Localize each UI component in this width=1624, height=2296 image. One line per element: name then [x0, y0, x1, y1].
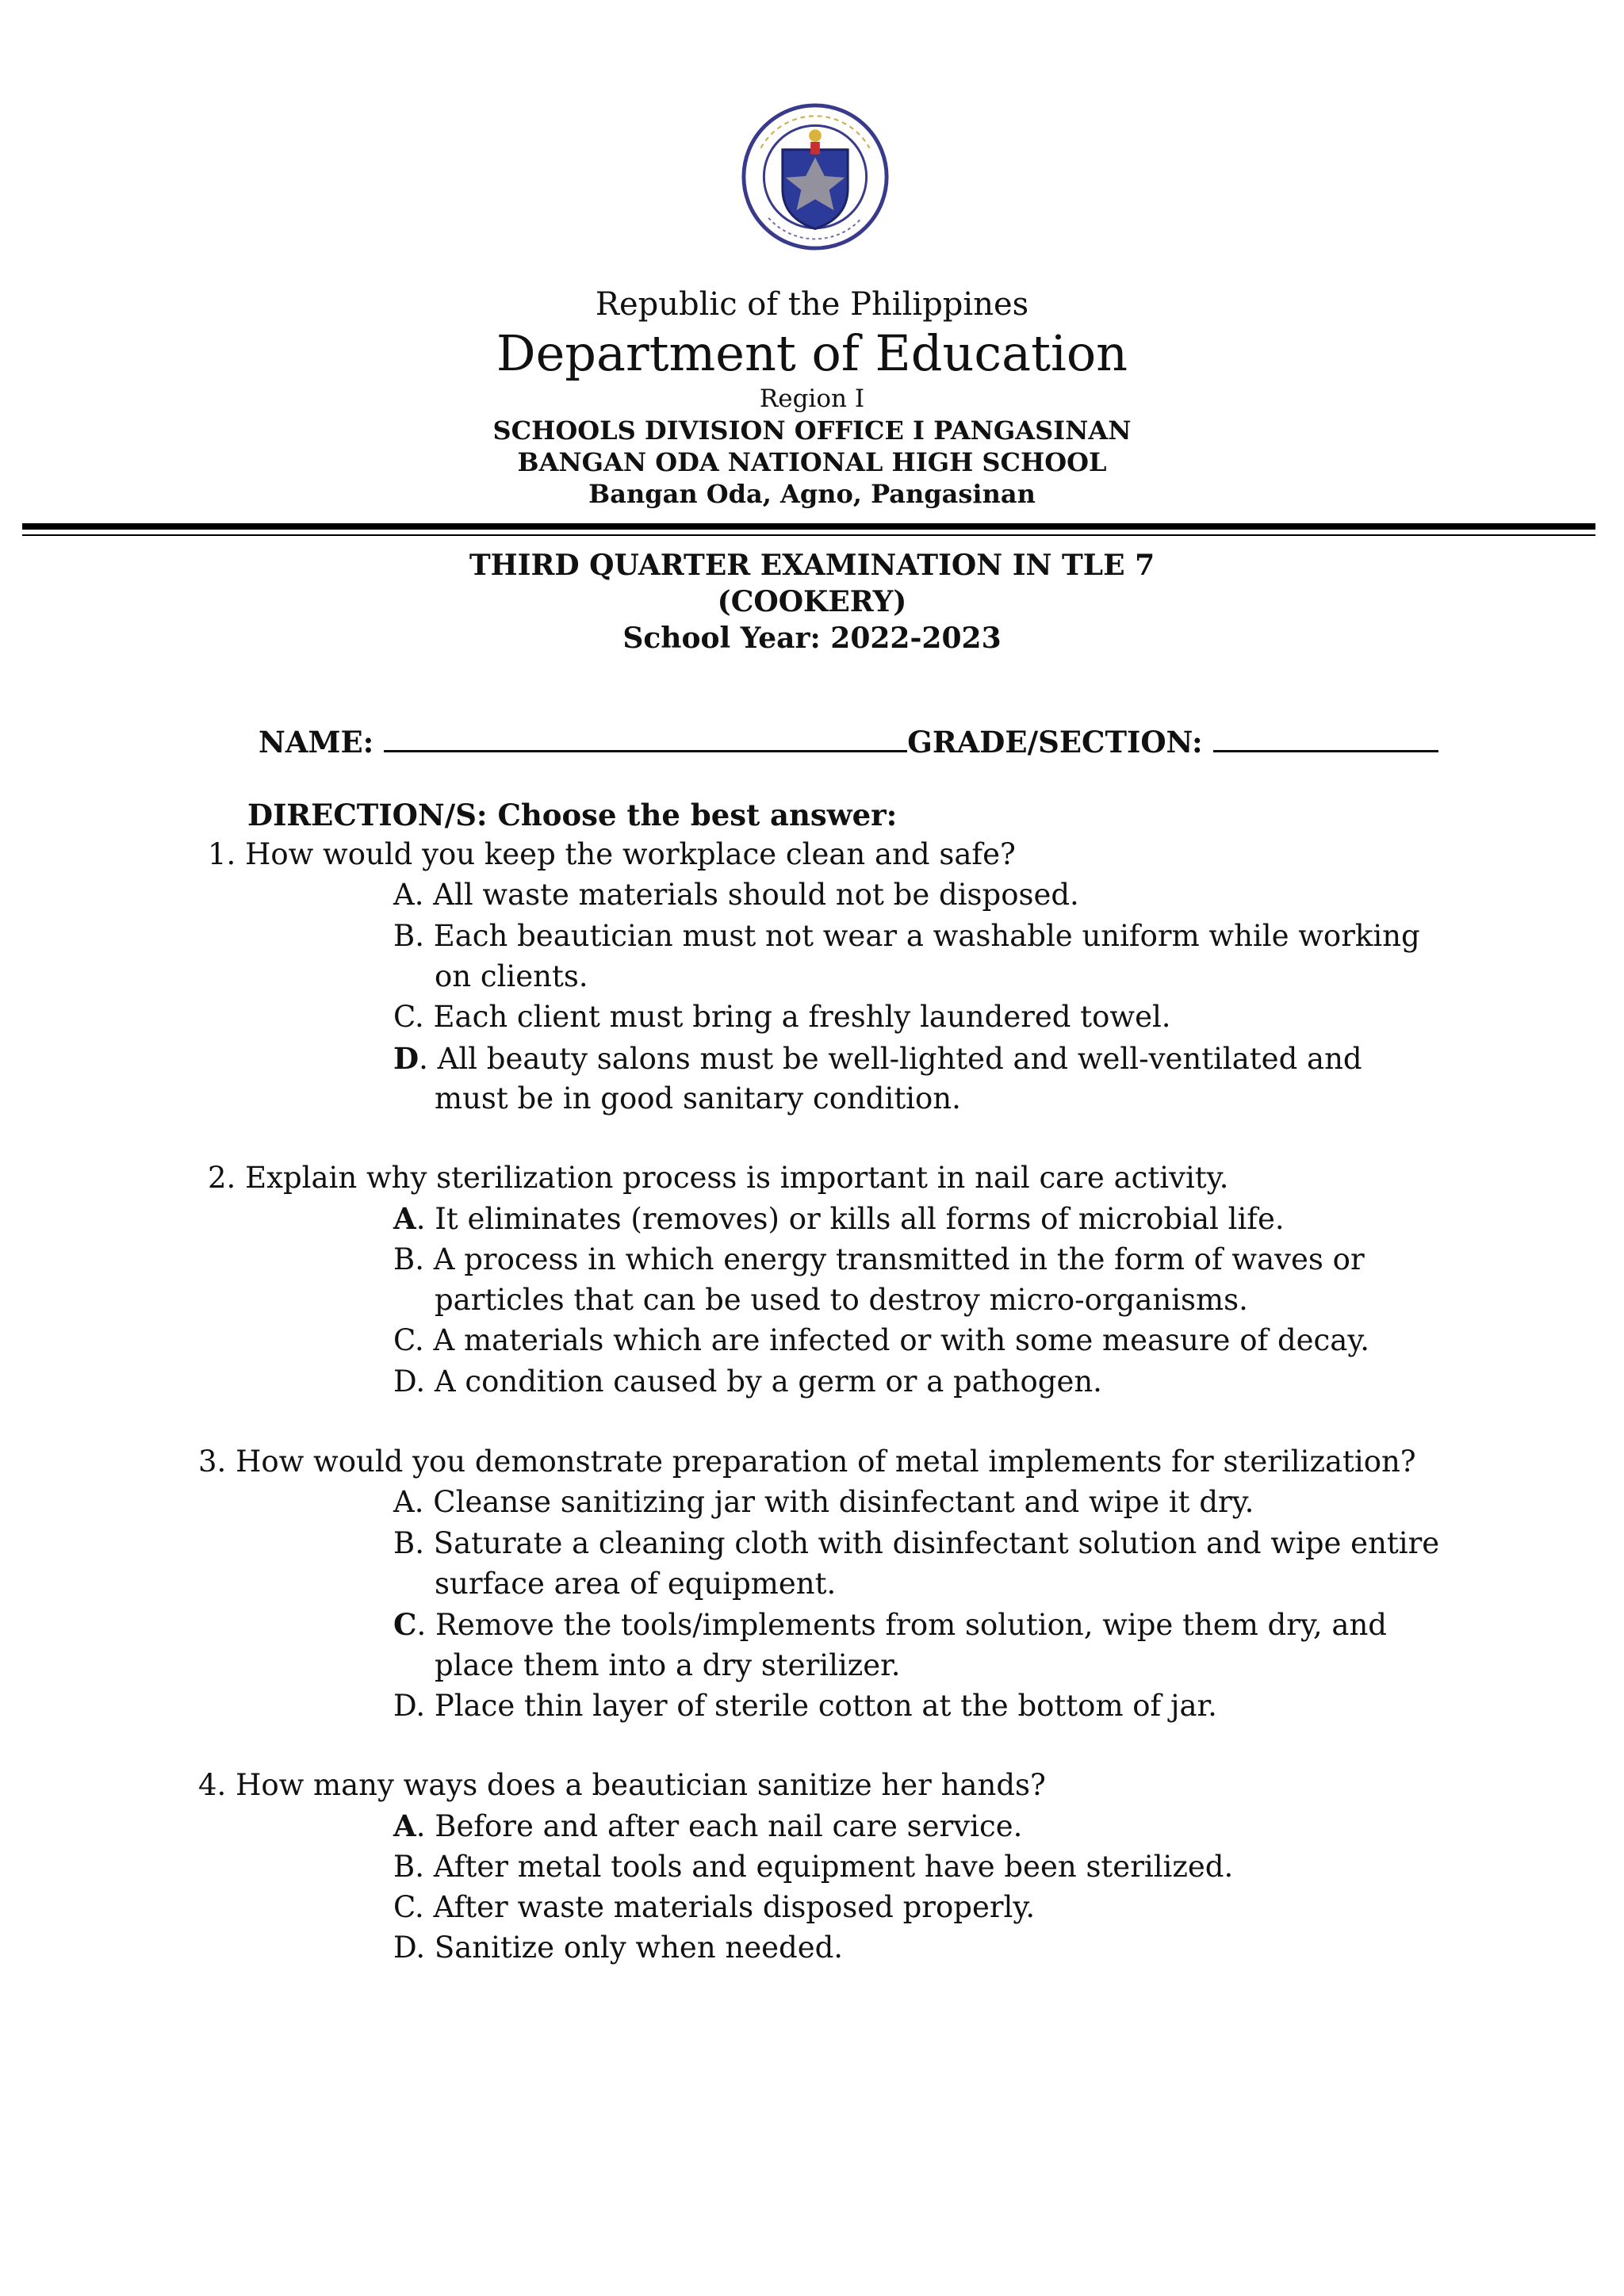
question-2-option-b[interactable]: [393, 1239, 1365, 1280]
option-letter: A: [393, 878, 415, 913]
question-3-option-c[interactable]: [393, 1604, 1387, 1646]
option-letter: D: [393, 1688, 416, 1723]
school-year: School Year: 2022-2023: [622, 622, 1002, 655]
direction-text: DIRECTION/S: Choose the best answer:: [247, 798, 898, 832]
question-4-option-b[interactable]: [393, 1846, 1233, 1888]
option-text: A materials which are infected or with some measure of decay.: [433, 1323, 1370, 1358]
question-4-option-d[interactable]: [393, 1927, 843, 1969]
question-2-text: 2. Explain why sterilization process is important in nail care activity.: [208, 1161, 1229, 1195]
option-text: Each beautician must not wear a washable uniform while working: [433, 918, 1420, 953]
question-1-option-a[interactable]: [393, 874, 1079, 916]
address-line: Bangan Oda, Agno, Pangasinan: [588, 479, 1036, 509]
option-text: After metal tools and equipment have been sterilized.: [433, 1849, 1234, 1884]
option-text-continuation: must be in good sanitary condition.: [435, 1081, 961, 1115]
option-separator: .: [416, 1202, 435, 1237]
option-text: Before and after each nail care service.: [435, 1809, 1023, 1844]
option-letter: A: [393, 1201, 416, 1237]
option-letter: D: [393, 1040, 419, 1076]
option-letter: B: [393, 918, 416, 953]
question-2-option-c[interactable]: [393, 1320, 1369, 1361]
exam-title: THIRD QUARTER EXAMINATION IN TLE 7: [469, 549, 1155, 582]
option-text-continuation: place them into a dry sterilizer.: [435, 1647, 901, 1682]
option-letter: D: [393, 1931, 416, 1965]
option-text: It eliminates (removes) or kills all forms of microbial life.: [435, 1202, 1285, 1237]
question-3-option-a[interactable]: [393, 1482, 1254, 1523]
option-letter: C: [393, 1000, 415, 1035]
question-4-option-c[interactable]: [393, 1887, 1035, 1928]
header-rule-thick: [22, 523, 1595, 530]
option-separator: .: [416, 1688, 435, 1723]
option-separator: .: [416, 1364, 435, 1399]
option-letter: B: [393, 1525, 416, 1560]
question-1-option-d[interactable]: [393, 1038, 1362, 1080]
question-1-option-c[interactable]: [393, 997, 1171, 1038]
name-label: NAME:: [259, 725, 374, 760]
name-grade-row: [259, 721, 1438, 763]
option-letter: B: [393, 1849, 416, 1884]
option-text-continuation: surface area of equipment.: [435, 1566, 837, 1601]
option-separator: .: [415, 1889, 434, 1924]
department-title: Department of Education: [496, 324, 1128, 382]
question-1-text: 1. How would you keep the workplace clean and safe?: [208, 837, 1016, 871]
question-2-option-a[interactable]: [393, 1198, 1285, 1240]
option-letter: A: [393, 1808, 416, 1844]
option-letter: C: [393, 1607, 417, 1643]
option-text: All waste materials should not be disposed.: [433, 878, 1079, 913]
option-separator: .: [415, 1849, 434, 1884]
option-separator: .: [419, 1041, 438, 1076]
option-separator: .: [414, 878, 434, 913]
division-line: SCHOOLS DIVISION OFFICE I PANGASINAN: [492, 415, 1132, 446]
option-text: After waste materials disposed properly.: [433, 1889, 1036, 1924]
option-text: Sanitize only when needed.: [434, 1931, 844, 1965]
option-text: All beauty salons must be well-lighted and well-ventilated and: [437, 1041, 1362, 1076]
option-text: Saturate a cleaning cloth with disinfectant solution and wipe entire: [433, 1525, 1440, 1560]
option-text: Each client must bring a freshly laundered towel.: [433, 1000, 1171, 1035]
option-separator: .: [416, 1809, 435, 1844]
option-separator: .: [415, 1242, 434, 1276]
exam-subject: (COOKERY): [717, 585, 907, 618]
school-line: BANGAN ODA NATIONAL HIGH SCHOOL: [517, 447, 1107, 477]
name-blank[interactable]: [384, 725, 907, 752]
option-letter: C: [393, 1323, 415, 1358]
question-4-option-a[interactable]: [393, 1805, 1022, 1847]
option-letter: D: [393, 1364, 416, 1399]
option-text: A process in which energy transmitted in the form of waves or: [433, 1242, 1365, 1276]
option-text: Cleanse sanitizing jar with disinfectant and wipe it dry.: [433, 1485, 1254, 1520]
question-3-option-d[interactable]: [393, 1686, 1217, 1727]
question-4-text: 4. How many ways does a beautician sanitize her hands?: [198, 1768, 1046, 1802]
option-text: A condition caused by a germ or a pathogen.: [434, 1364, 1102, 1399]
question-1-option-b[interactable]: [393, 916, 1420, 957]
option-text: Place thin layer of sterile cotton at the bottom of jar.: [434, 1688, 1217, 1723]
option-separator: .: [416, 1931, 435, 1965]
region-line: Region I: [759, 385, 865, 413]
grade-section-blank[interactable]: [1213, 725, 1438, 752]
option-letter: B: [393, 1242, 416, 1276]
option-letter: A: [393, 1485, 415, 1520]
grade-section-label: GRADE/SECTION:: [907, 725, 1203, 760]
question-3-text: 3. How would you demonstrate preparation of metal implements for sterilization?: [198, 1445, 1416, 1479]
option-letter: C: [393, 1889, 415, 1924]
option-separator: .: [415, 1323, 434, 1358]
option-separator: .: [414, 1485, 434, 1520]
option-separator: .: [415, 1000, 434, 1035]
republic-line: Republic of the Philippines: [595, 286, 1029, 323]
option-separator: .: [415, 1525, 434, 1560]
question-3-option-b[interactable]: [393, 1523, 1439, 1564]
option-separator: .: [416, 1608, 435, 1643]
option-text-continuation: on clients.: [435, 959, 588, 993]
header-rule-thin: [22, 534, 1595, 536]
option-text-continuation: particles that can be used to destroy micro-organisms.: [435, 1282, 1248, 1317]
deped-seal-logo: [737, 101, 893, 252]
option-separator: .: [415, 918, 434, 953]
question-2-option-d[interactable]: [393, 1361, 1102, 1402]
option-text: Remove the tools/implements from solution, wipe them dry, and: [435, 1608, 1387, 1643]
